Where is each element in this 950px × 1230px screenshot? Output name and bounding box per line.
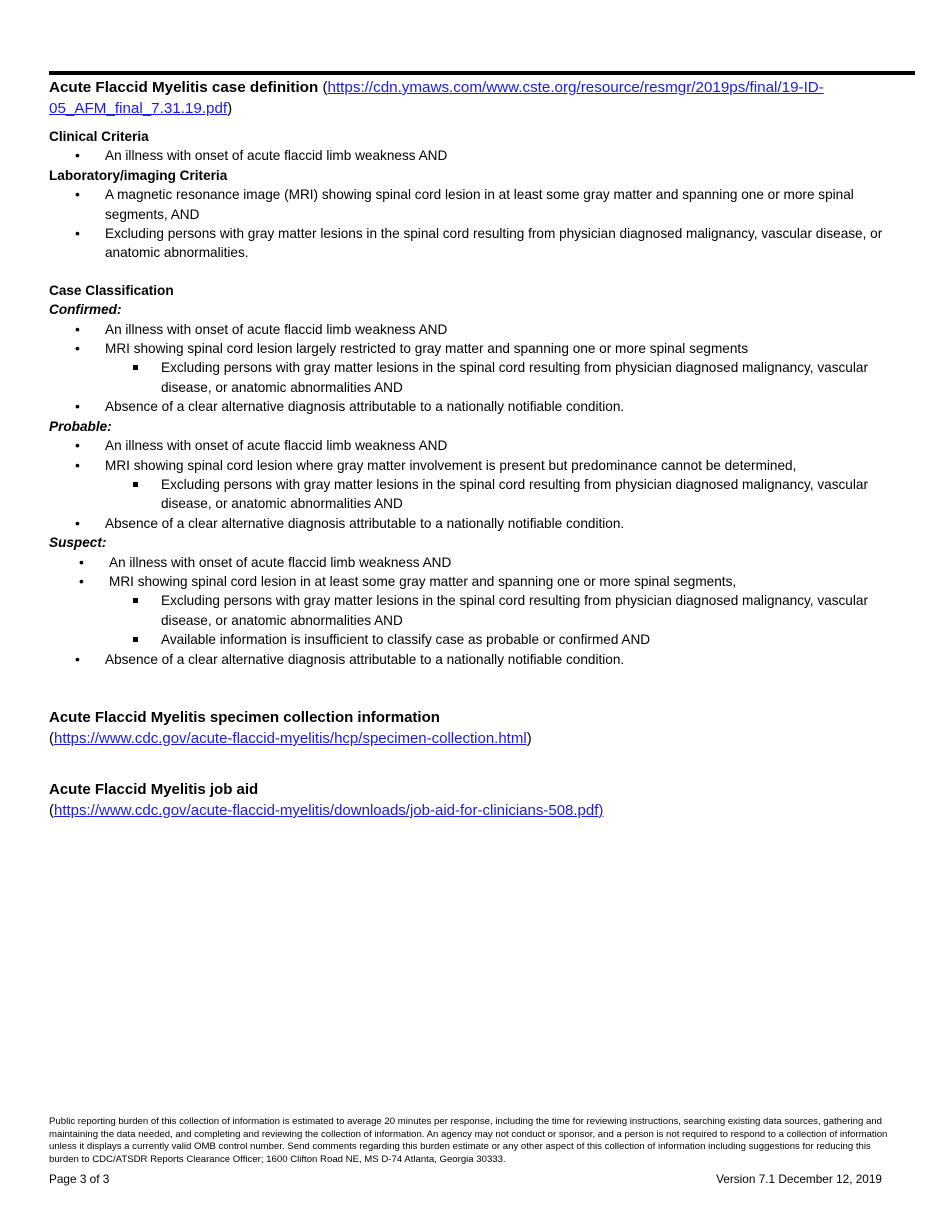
confirmed-list — [49, 320, 909, 417]
lab-criteria-list — [49, 185, 909, 263]
specimen-link[interactable]: https://www.cdc.gov/acute-flaccid-myelitis/hcp/specimen-collection.html — [54, 729, 527, 747]
sub-list-item: Excluding persons with gray matter lesions in the spinal cord resulting from physician diagnosed malignancy, vascular disease, or anatomic abnormalities AND — [49, 475, 909, 514]
lab-criteria-heading: Laboratory/imaging Criteria — [49, 167, 228, 183]
jobaid-link-paren: ) — [598, 801, 604, 819]
clinical-criteria-list — [49, 146, 909, 165]
list-item: • MRI showing spinal cord lesion largely restricted to gray matter and spanning one or more spinal segments — [49, 339, 909, 358]
sub-list-item: Excluding persons with gray matter lesions in the spinal cord resulting from physician diagnosed malignancy, vascular disease, or anatomic abnormalities AND — [49, 591, 909, 630]
list-item: • Absence of a clear alternative diagnosis attributable to a nationally notifiable condition. — [49, 397, 909, 416]
jobaid-heading: Acute Flaccid Myelitis job aid — [49, 780, 259, 798]
confirmed-label: Confirmed: — [49, 302, 122, 318]
case-definition-link[interactable]: https://cdn.ymaws.com/www.cste.org/resource/resmgr/2019ps/final/19-ID- 05_AFM_final_7.31.19.pdf — [49, 79, 824, 117]
list-item: • Absence of a clear alternative diagnosis attributable to a nationally notifiable condition. — [49, 650, 909, 669]
case-classification-heading: Case Classification — [49, 282, 174, 298]
list-item: • An illness with onset of acute flaccid limb weakness AND — [49, 436, 909, 455]
jobaid-link[interactable]: https://www.cdc.gov/acute-flaccid-myelitis/downloads/job-aid-for-clinicians-508.pdf — [54, 801, 599, 819]
specimen-link-line: (https://www.cdc.gov/acute-flaccid-myelitis/hcp/specimen-collection.html) — [49, 729, 532, 747]
list-item: • An illness with onset of acute flaccid limb weakness AND — [49, 553, 909, 572]
page-number: Page 3 of 3 — [49, 1172, 110, 1186]
document-body — [49, 78, 909, 821]
specimen-heading: Acute Flaccid Myelitis specimen collection information — [49, 708, 440, 726]
clinical-criteria-heading: Clinical Criteria — [49, 129, 149, 144]
suspect-label: Suspect: — [49, 535, 107, 551]
probable-list — [49, 436, 909, 533]
list-item: • An illness with onset of acute flaccid limb weakness AND — [49, 320, 909, 339]
suspect-list — [49, 553, 909, 669]
page-footer — [49, 1172, 882, 1186]
list-item: • Absence of a clear alternative diagnosis attributable to a nationally notifiable condition. — [49, 514, 909, 533]
list-item: • MRI showing spinal cord lesion where gray matter involvement is present but predominance cannot be determined, — [49, 456, 909, 475]
list-item: • MRI showing spinal cord lesion in at least some gray matter and spanning one or more spinal segments, — [49, 572, 909, 591]
header-rule — [49, 71, 915, 75]
sub-list-item: Excluding persons with gray matter lesions in the spinal cord resulting from physician diagnosed malignancy, vascular disease, or anatomic abnormalities AND — [49, 358, 909, 397]
version-info: Version 7.1 December 12, 2019 — [716, 1172, 882, 1186]
burden-statement: Public reporting burden of this collection of information is estimated to average 20 minutes per response, including the time for reviewing instructions, searching existing data sources, gathering and maintaining the data needed, and completing and reviewing the collection of information. An agency may not conduct or sponsor, and a person is not required to respond to a collection of information unless it displays a currently valid OMB control number. Send comments regarding this burden estimate or any other aspect of this collection of information including suggestions for reducing this burden to CDC/ATSDR Reports Clearance Officer; 1600 Clifton Road NE, MS D-74 Atlanta, Georgia 30333. — [49, 1116, 888, 1165]
case-definition-title: Acute Flaccid Myelitis case definition — [49, 79, 319, 96]
sub-list-item: Available information is insufficient to classify case as probable or confirmed AND — [49, 630, 909, 649]
case-definition-heading: Acute Flaccid Myelitis case definition (https://cdn.ymaws.com/www.cste.org/resource/resmgr/2019ps/final/19-ID- 05_AFM_final_7.31.19.pdf) — [49, 79, 824, 117]
jobaid-section — [49, 779, 909, 821]
probable-label: Probable: — [49, 418, 112, 434]
jobaid-link-line: (https://www.cdc.gov/acute-flaccid-myelitis/downloads/job-aid-for-clinicians-508.pdf) — [49, 801, 604, 819]
list-item: • Excluding persons with gray matter lesions in the spinal cord resulting from physician diagnosed malignancy, vascular disease, or anatomic abnormalities. — [49, 224, 909, 263]
list-item: • A magnetic resonance image (MRI) showing spinal cord lesion in at least some gray matter and spanning one or more spinal segments, AND — [49, 185, 909, 224]
list-item: • An illness with onset of acute flaccid limb weakness AND — [49, 146, 909, 165]
specimen-section — [49, 707, 909, 749]
